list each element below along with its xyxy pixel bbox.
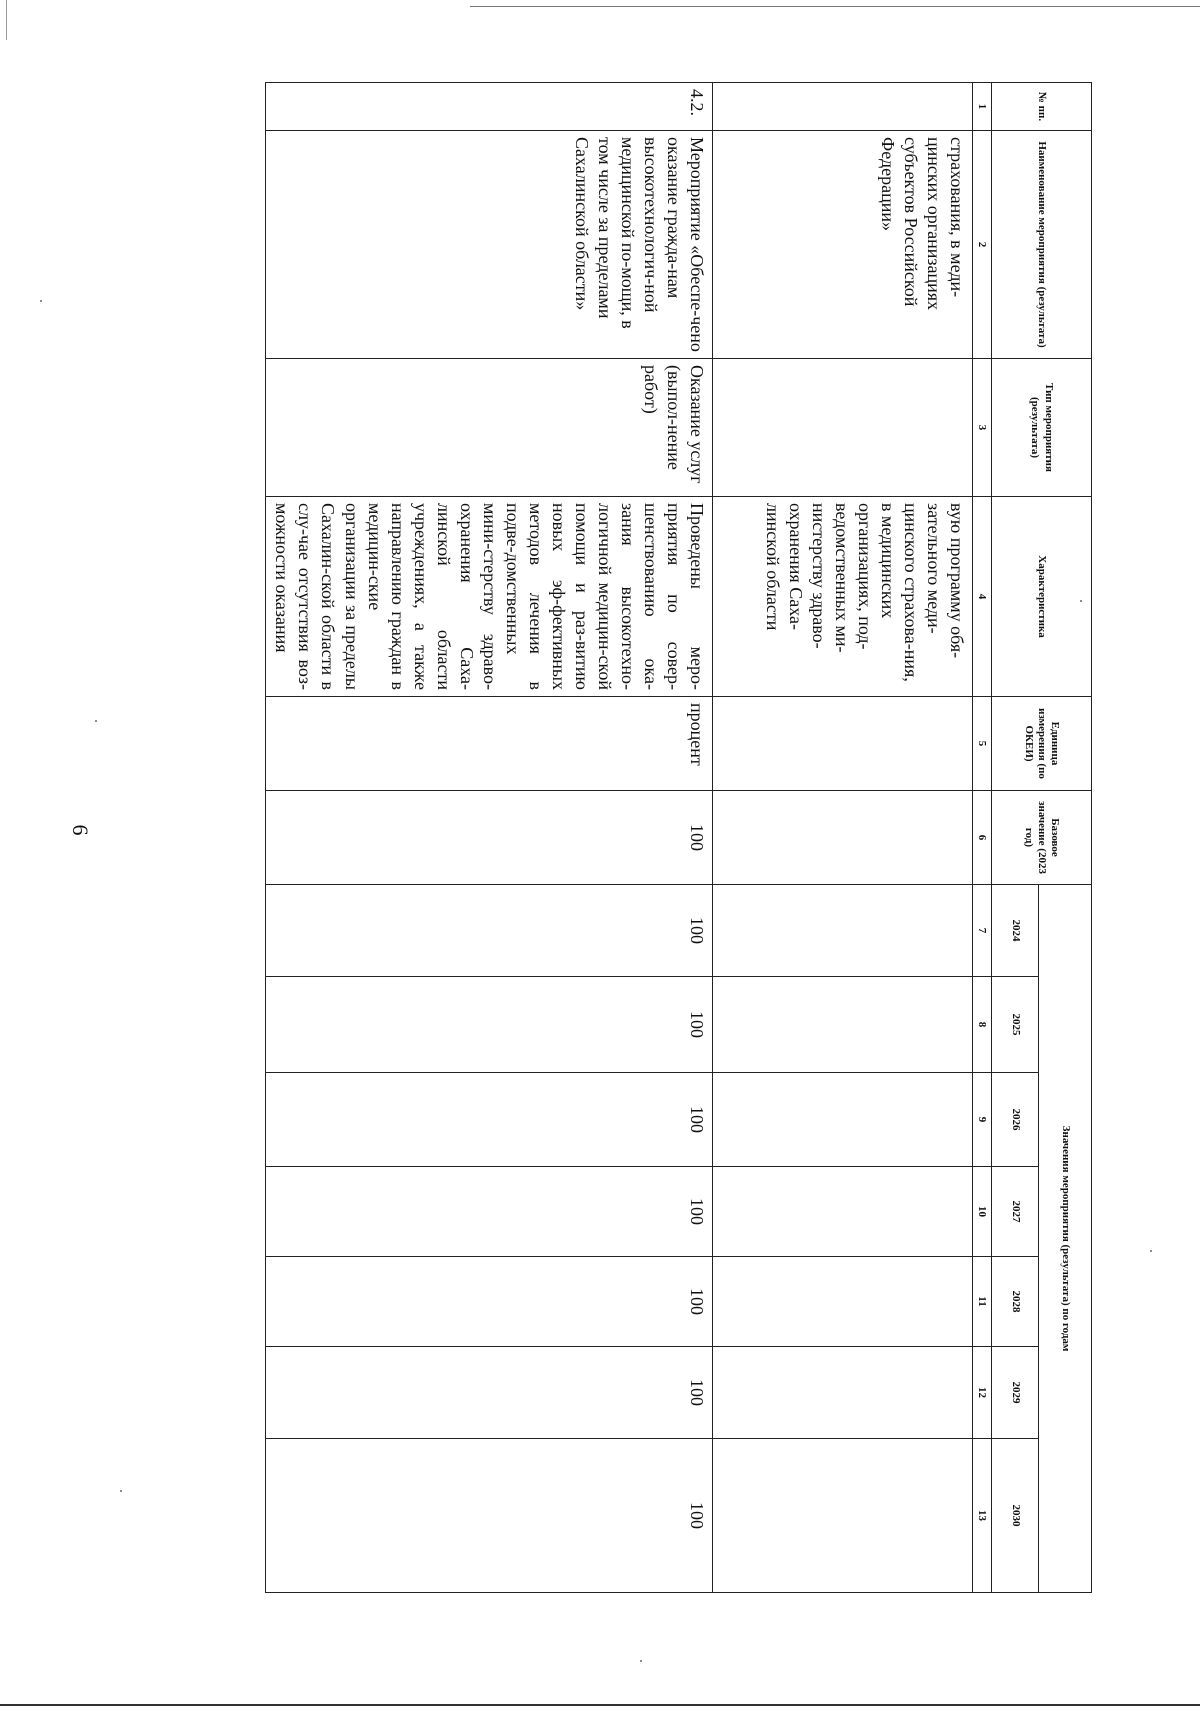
- header-type: Тип мероприятия (результата): [992, 359, 1092, 497]
- header-unit: Единица измерения (по ОКЕИ): [992, 697, 1092, 791]
- column-number: 2: [973, 131, 992, 359]
- column-number: 1: [973, 83, 992, 131]
- scan-speck: [120, 1490, 122, 1492]
- measures-table: [265, 82, 1092, 1593]
- row-value: [713, 1439, 973, 1593]
- scan-speck: [1150, 1250, 1152, 1252]
- column-number: 8: [973, 977, 992, 1073]
- scan-speck: [640, 1660, 642, 1662]
- row-value: [713, 1167, 973, 1257]
- header-row: [1039, 83, 1092, 1593]
- row-characteristic: Проведены меро-приятия по совер-шенствованию ока-зания высокотехно-логичной медицин-ской помощи и раз-витию новых эф-фективных методов лечения в подве-домственных мини-стерству здраво-охранения Саха-линской области учреждениях, а также направлению граждан в медицин-ские организации за пределы Сахалин-ской области в слу-чае отсутствия воз-можности оказания: [266, 497, 713, 697]
- row-value: [713, 977, 973, 1073]
- column-number: 6: [973, 791, 992, 885]
- header-year: 2026: [992, 1073, 1039, 1167]
- table-wrapper: [162, 82, 1092, 1592]
- row-value: 100: [266, 977, 713, 1073]
- row-value: [713, 885, 973, 977]
- scan-edge-line: [6, 0, 7, 40]
- scan-speck: [1080, 600, 1082, 602]
- column-number: 9: [973, 1073, 992, 1167]
- header-year: 2027: [992, 1167, 1039, 1257]
- row-name: Мероприятие «Обеспе-чено оказание гражда-нам высокотехнологич-ной медицинской по-мощи, в том числе за пределами Сахалинской области»: [266, 131, 713, 359]
- column-number: 13: [973, 1439, 992, 1593]
- column-number: 11: [973, 1257, 992, 1347]
- header-year: 2025: [992, 977, 1039, 1073]
- row-name: страхования, в меди-цинских организациях субъектов Российской Федерации»: [713, 131, 973, 359]
- header-year: 2028: [992, 1257, 1039, 1347]
- row-type: [713, 359, 973, 497]
- rotated-page-area: [162, 82, 1200, 1680]
- table-row: [713, 83, 973, 1593]
- row-type: Оказание услуг (выпол-нение работ): [266, 359, 713, 497]
- scan-speck: [95, 720, 97, 722]
- column-number: 5: [973, 697, 992, 791]
- header-year: 2024: [992, 885, 1039, 977]
- table-row: [266, 83, 713, 1593]
- row-value: 100: [266, 1347, 713, 1439]
- row-value: [713, 1347, 973, 1439]
- header-characteristic: Характеристика: [992, 497, 1092, 697]
- column-number: 7: [973, 885, 992, 977]
- row-value: 100: [266, 1439, 713, 1593]
- row-unit: процент: [266, 697, 713, 791]
- header-year: 2029: [992, 1347, 1039, 1439]
- header-base: Базовое значение (2023 год): [992, 791, 1092, 885]
- row-value: 100: [266, 885, 713, 977]
- scan-edge-line: [0, 1704, 1200, 1706]
- row-value: [713, 1073, 973, 1167]
- row-base: [713, 791, 973, 885]
- column-number: 4: [973, 497, 992, 697]
- header-num: № пп.: [992, 83, 1092, 131]
- row-num: [713, 83, 973, 131]
- column-number: 12: [973, 1347, 992, 1439]
- page-number: 6: [68, 824, 93, 836]
- row-value: 100: [266, 1073, 713, 1167]
- header-years-group: Значения мероприятия (результата) по годам: [1039, 885, 1092, 1593]
- row-value: 100: [266, 1257, 713, 1347]
- row-value: [713, 1257, 973, 1347]
- row-characteristic: вую программу обя-зательного меди-цинского страхова-ния, в медицинских организациях, под-ведомственных ми-нистерству здраво-охранения Саха-линской области: [713, 497, 973, 697]
- column-number: 3: [973, 359, 992, 497]
- header-name: Наименование мероприятия (результата): [992, 131, 1092, 359]
- row-value: 100: [266, 1167, 713, 1257]
- column-number: 10: [973, 1167, 992, 1257]
- row-unit: [713, 697, 973, 791]
- row-base: 100: [266, 791, 713, 885]
- header-year: 2030: [992, 1439, 1039, 1593]
- scan-edge-line: [470, 6, 1200, 7]
- row-num: 4.2.: [266, 83, 713, 131]
- column-number-row: [973, 83, 992, 1593]
- scan-speck: [40, 300, 42, 302]
